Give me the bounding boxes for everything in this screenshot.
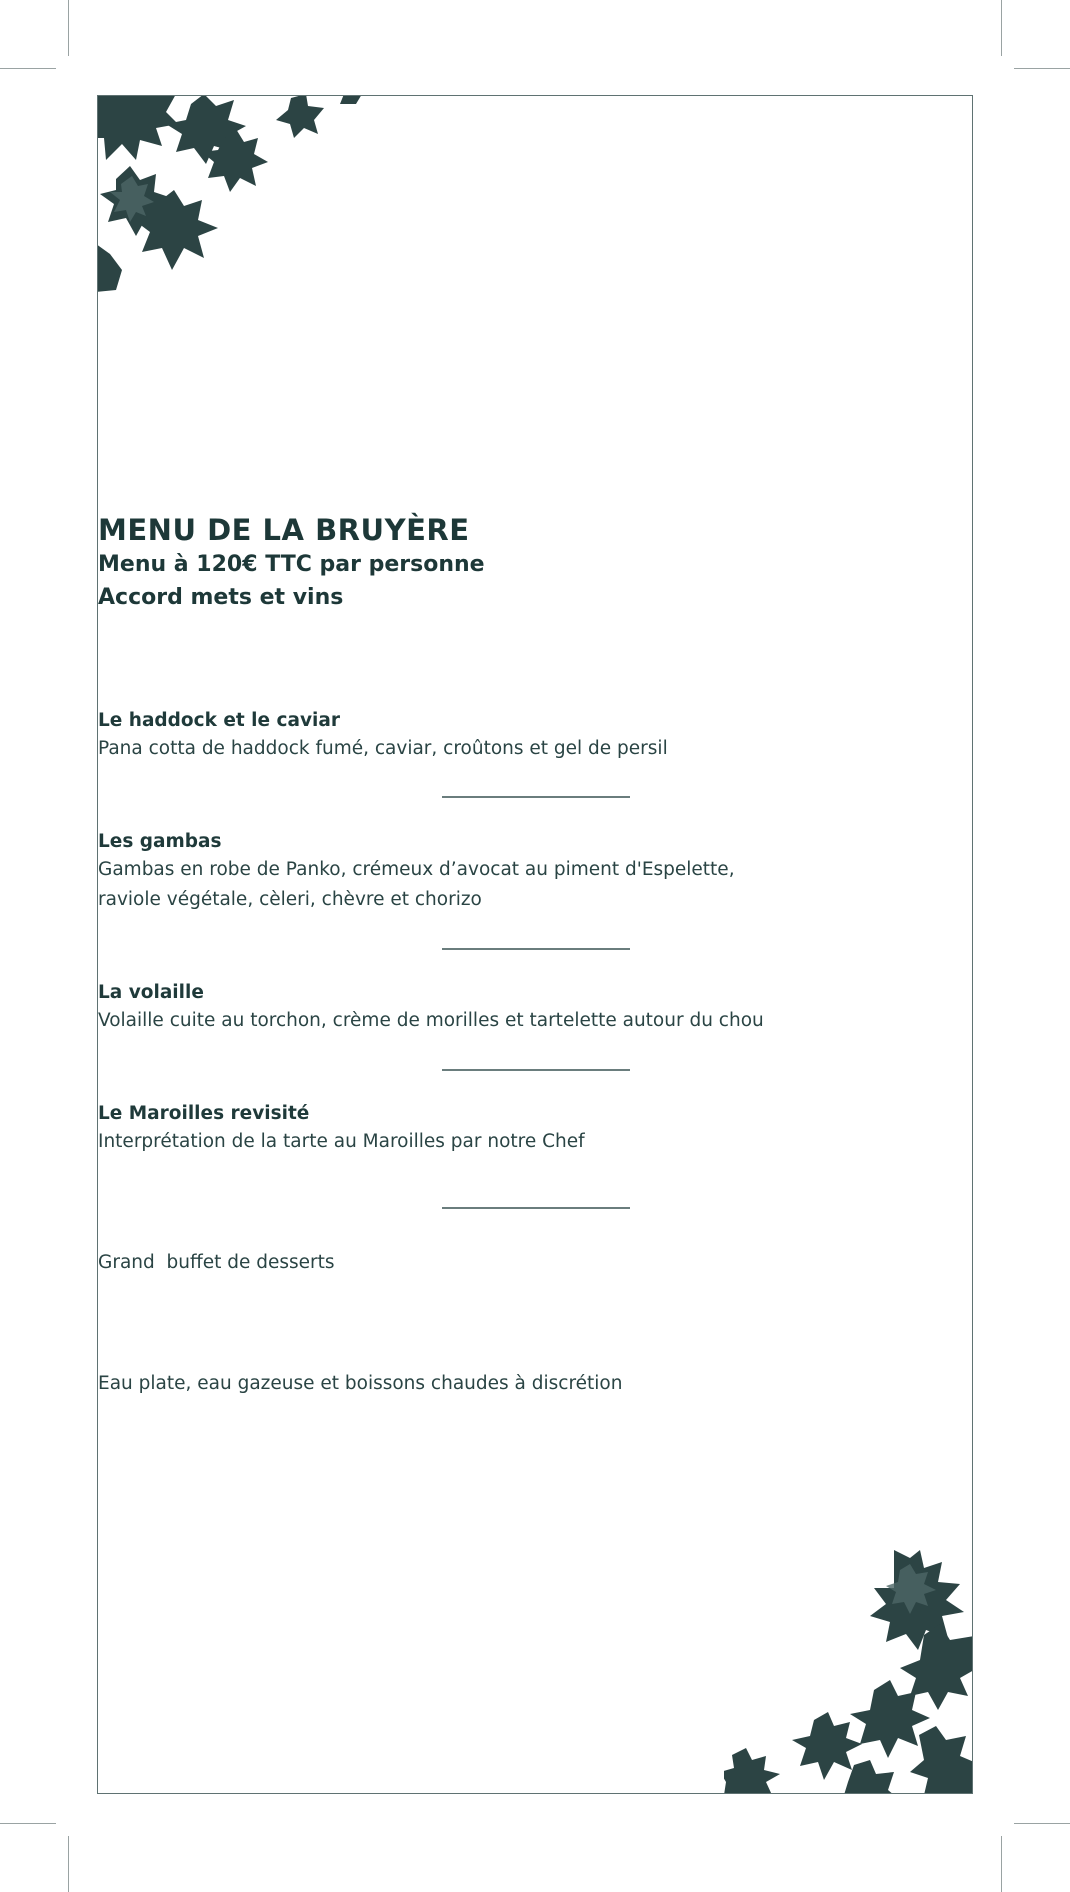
- course-divider: [442, 1207, 630, 1209]
- course-description: Pana cotta de haddock fumé, caviar, croûtons et gel de persil: [98, 738, 668, 759]
- crop-mark: [0, 1823, 56, 1824]
- crop-mark: [68, 1836, 69, 1892]
- maple-leaves-top-left-icon: [97, 95, 376, 304]
- crop-mark: [1014, 1823, 1070, 1824]
- crop-mark: [1001, 1836, 1002, 1892]
- crop-mark: [1001, 0, 1002, 56]
- course-divider: [442, 796, 630, 798]
- course-title: La volaille: [98, 982, 204, 1003]
- crop-mark: [0, 68, 56, 69]
- crop-mark: [68, 0, 69, 56]
- menu-card: [97, 95, 973, 1794]
- course-title: Le Maroilles revisité: [98, 1103, 310, 1124]
- maple-leaves-bottom-right-icon: [724, 1550, 973, 1794]
- course-description: Volaille cuite au torchon, crème de morilles et tartelette autour du chou: [98, 1010, 764, 1031]
- menu-price: Menu à 120€ TTC par personne: [98, 552, 485, 577]
- course-description: Interprétation de la tarte au Maroilles par notre Chef: [98, 1131, 585, 1152]
- drinks-line: Eau plate, eau gazeuse et boissons chaudes à discrétion: [98, 1373, 623, 1394]
- crop-mark: [1014, 68, 1070, 69]
- course-description: raviole végétale, cèleri, chèvre et chorizo: [98, 889, 482, 910]
- course-description: Gambas en robe de Panko, crémeux d’avocat au piment d'Espelette,: [98, 859, 735, 880]
- course-title: Les gambas: [98, 831, 222, 852]
- dessert-line: Grand buffet de desserts: [98, 1252, 335, 1273]
- course-divider: [442, 1069, 630, 1071]
- course-divider: [442, 948, 630, 950]
- course-title: Le haddock et le caviar: [98, 710, 340, 731]
- menu-pairing: Accord mets et vins: [98, 585, 344, 610]
- menu-title: MENU DE LA BRUYÈRE: [98, 513, 470, 547]
